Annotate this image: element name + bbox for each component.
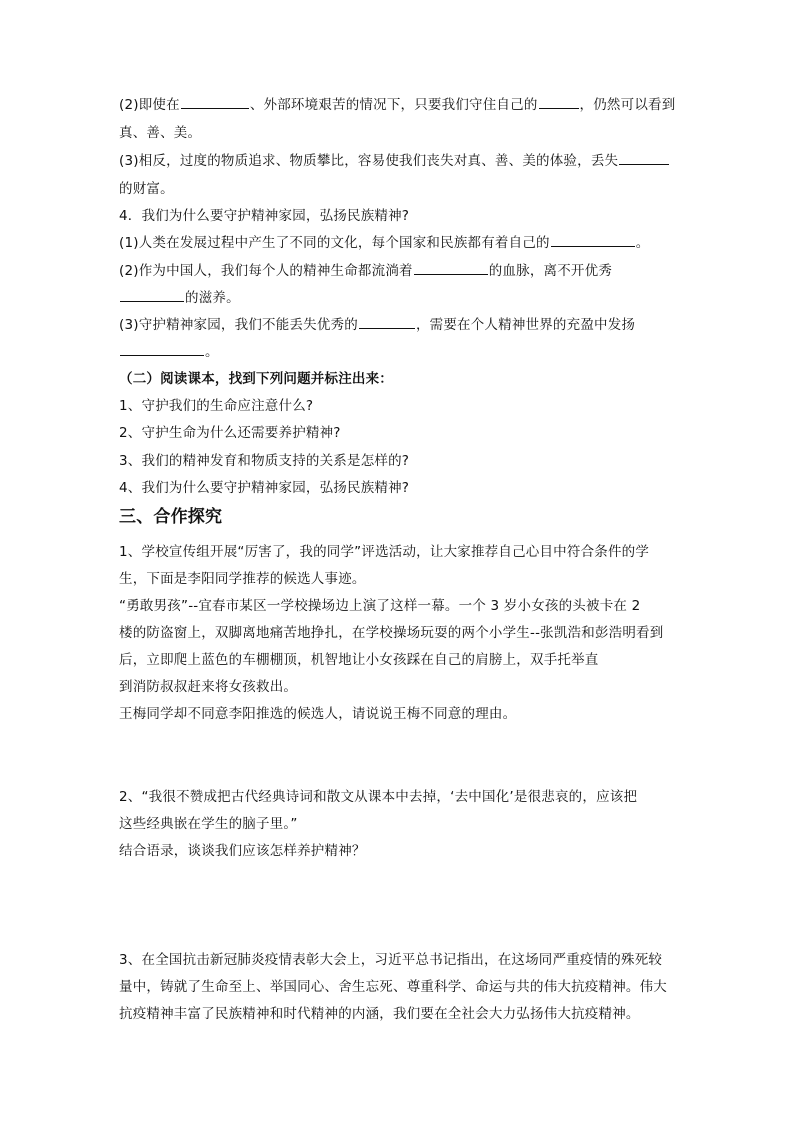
text: ，需要在个人精神世界的充盈中发扬 <box>415 317 636 333</box>
fill-blank[interactable] <box>551 234 635 247</box>
fill-blank[interactable] <box>359 316 415 329</box>
text: (3)相反，过度的物质追求、物质攀比，容易使我们丧失对真、善、美的体验，丢失 <box>119 153 619 169</box>
list-item: 4、我们为什么要守护精神家园，弘扬民族精神? <box>119 480 410 496</box>
q4-item-2 <box>119 262 612 280</box>
paragraph-line: 抗疫精神丰富了民族精神和时代精神的内涵，我们要在全社会大力弘扬伟大抗疫精神。 <box>119 1006 640 1022</box>
list-item: 1、守护我们的生命应注意什么? <box>119 398 314 414</box>
fill-blank[interactable] <box>120 343 204 356</box>
text: 的血脉，离不开优秀 <box>488 263 613 279</box>
text: (2)即使在 <box>119 97 180 113</box>
paragraph-line: 结合语录，谈谈我们应该怎样养护精神？ <box>119 843 366 859</box>
text: (1)人类在发展过程中产生了不同的文化，每个国家和民族都有着自己的 <box>119 235 550 251</box>
text: 。 <box>635 235 650 251</box>
fill-blank[interactable] <box>619 152 669 165</box>
q4-item-1 <box>119 234 649 252</box>
text: 、外部环境艰苦的情况下，只要我们守住自己的 <box>249 97 538 113</box>
paragraph-line: 王梅同学却不同意李阳推选的候选人，请说说王梅不同意的理由。 <box>119 706 517 722</box>
q4-item-3 <box>119 316 635 334</box>
fill-blank[interactable] <box>414 262 488 275</box>
fill-blank[interactable] <box>539 96 579 109</box>
fill-blank[interactable] <box>120 289 184 302</box>
text: 的滋养。 <box>185 290 240 306</box>
text: 。 <box>205 344 219 360</box>
paragraph-line: “勇敢男孩”--宜春市某区一学校操场边上演了这样一幕。一个 3 岁小女孩的头被卡在 2 <box>119 598 641 614</box>
q3-item-2 <box>119 96 675 114</box>
section-3-heading: 三、合作探究 <box>119 507 223 527</box>
list-item: 3、我们的精神发育和物质支持的关系是怎样的? <box>119 453 410 469</box>
paragraph-line: 1、学校宣传组开展“厉害了，我的同学”评选活动，让大家推荐自己心目中符合条件的学 <box>119 544 650 560</box>
fill-blank[interactable] <box>181 96 249 109</box>
q4-title: 4．我们为什么要守护精神家园，弘扬民族精神? <box>119 208 410 224</box>
paragraph-line: 到消防叔叔赶来将女孩救出。 <box>119 679 298 695</box>
text: (3)守护精神家园，我们不能丢失优秀的 <box>119 317 358 333</box>
paragraph-line: 楼的防盗窗上，双脚离地痛苦地挣扎，在学校操场玩耍的两个小学生--张凯浩和彭浩明看到 <box>119 625 664 641</box>
q3-item-2-cont: 真、善、美。 <box>119 125 202 141</box>
list-item: 2、守护生命为什么还需要养护精神? <box>119 425 341 441</box>
section-2-heading: （二）阅读课本，找到下列问题并标注出来： <box>119 371 393 387</box>
paragraph-line: 量中，铸就了生命至上、举国同心、舍生忘死、尊重科学、命运与共的伟大抗疫精神。伟大 <box>119 979 667 995</box>
paragraph-line: 2、“我很不赞成把古代经典诗词和散文从课本中去掉，‘去中国化’是很悲哀的，应该把 <box>119 789 638 805</box>
paragraph-line: 这些经典嵌在学生的脑子里。” <box>119 816 298 832</box>
q3-item-3 <box>119 152 670 170</box>
text: (2)作为中国人，我们每个人的精神生命都流淌着 <box>119 263 413 279</box>
paragraph-line: 生，下面是李阳同学推荐的候选人事迹。 <box>119 571 366 587</box>
text: ，仍然可以看到 <box>579 97 676 113</box>
q4-item-2-cont <box>119 289 240 307</box>
q4-item-3-cont <box>119 343 219 361</box>
paragraph-line: 3、在全国抗击新冠肺炎疫情表彰大会上，习近平总书记指出，在这场同严重疫情的殊死较 <box>119 952 663 968</box>
q3-item-3-cont: 的财富。 <box>119 181 174 197</box>
paragraph-line: 后，立即爬上蓝色的车棚棚顶，机智地让小女孩踩在自己的肩膀上，双手托举直 <box>119 652 599 668</box>
